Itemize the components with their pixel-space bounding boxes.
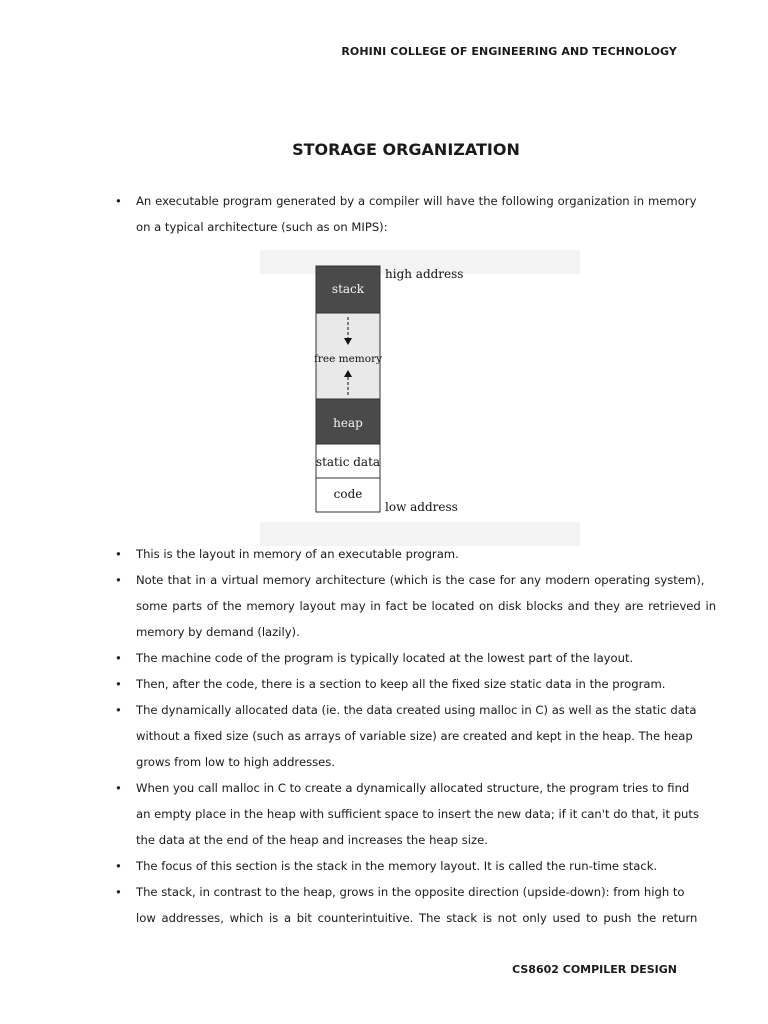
bullet-line: The machine code of the program is typically located at the lowest part of the layout. [136,651,634,665]
heap-label: heap [333,416,363,430]
bullet-line: some parts of the memory layout may in fact be located on disk blocks and they are retrieved in [136,599,717,613]
low-address-label: low address [385,500,458,514]
bullet-line: The stack, in contrast to the heap, grows in the opposite direction (upside-down): from high to [136,885,685,899]
bullet-line: This is the layout in memory of an executable program. [136,547,459,561]
bullet-line: low addresses, which is a bit counterintuitive. The stack is not only used to push the return [136,911,698,925]
bullet-line: Note that in a virtual memory architecture (which is the case for any modern operating system), [136,573,705,587]
high-address-label: high address [385,267,464,281]
bullet-line: The focus of this section is the stack in the memory layout. It is called the run-time stack. [136,859,658,873]
bullet-line: memory by demand (lazily). [136,625,300,639]
bullet-dot: • [115,885,122,899]
bullet-line: the data at the end of the heap and increases the heap size. [136,833,488,847]
stack-label: stack [331,282,365,296]
bullet-line: Then, after the code, there is a section to keep all the fixed size static data in the program. [136,677,666,691]
bullet-dot: • [115,194,122,208]
bullet-dot: • [115,547,122,561]
bullet-dot: • [115,703,122,717]
page-title: STORAGE ORGANIZATION [292,140,520,159]
bullet-dot: • [115,859,122,873]
bullet-line: The dynamically allocated data (ie. the data created using malloc in C) as well as the static data [136,703,697,717]
bullet-line: grows from low to high addresses. [136,755,336,769]
static-data-label: static data [315,455,381,469]
page-footer: CS8602 COMPILER DESIGN [512,963,677,976]
bullet-dot: • [115,781,122,795]
intro-line-1: An executable program generated by a compiler will have the following organization in memory [136,194,697,208]
free-memory-label: free memory [313,353,383,365]
code-label: code [333,487,363,501]
intro-line-2: on a typical architecture (such as on MIPS): [136,220,388,234]
bullet-dot: • [115,677,122,691]
page-header: ROHINI COLLEGE OF ENGINEERING AND TECHNOLOGY [341,45,677,58]
bullet-dot: • [115,573,122,587]
bullet-line: an empty place in the heap with sufficient space to insert the new data; if it can't do that, it puts [136,807,699,821]
memory-layout-diagram [287,248,576,518]
bullet-line: When you call malloc in C to create a dynamically allocated structure, the program tries to find [136,781,690,795]
bullet-dot: • [115,651,122,665]
bullet-line: without a fixed size (such as arrays of variable size) are created and kept in the heap. The heap [136,729,693,743]
